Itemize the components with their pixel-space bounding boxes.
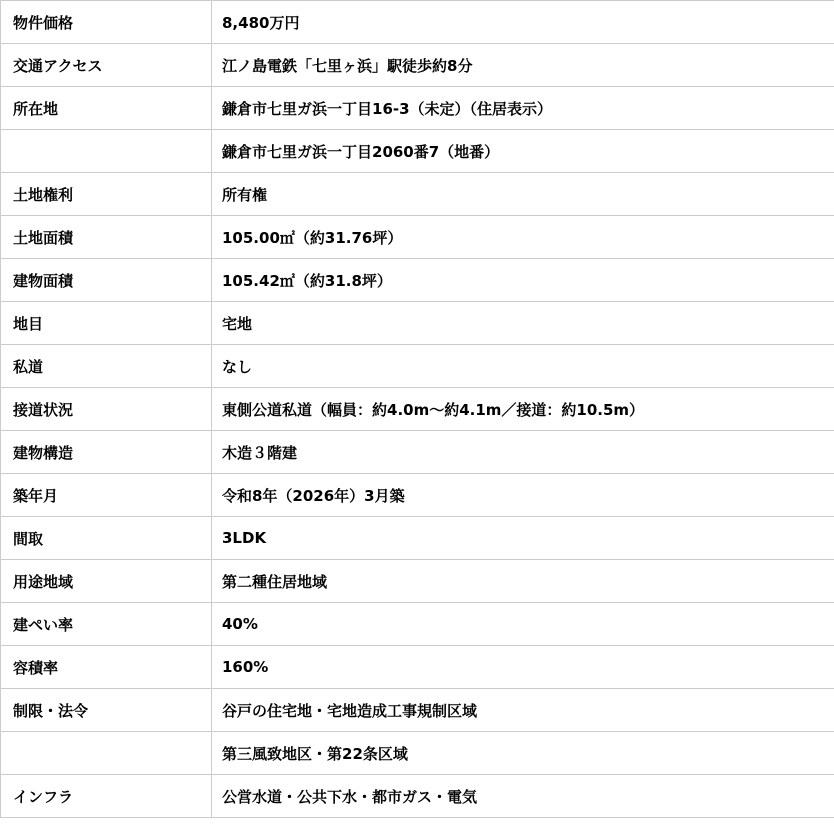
- row-value: 鎌倉市七里ガ浜一丁目2060番7（地番）: [212, 130, 834, 173]
- table-row: [1, 603, 834, 646]
- row-value: 江ノ島電鉄「七里ヶ浜」駅徒歩約8分: [212, 44, 834, 87]
- row-label: 築年月: [1, 474, 212, 517]
- row-label: 建物構造: [1, 431, 212, 474]
- row-label: 建ぺい率: [1, 603, 212, 646]
- property-spec-body: [1, 1, 834, 818]
- row-value: 3LDK: [212, 517, 834, 560]
- row-label: 接道状況: [1, 388, 212, 431]
- row-value: 令和8年（2026年）3月築: [212, 474, 834, 517]
- row-value: 第三風致地区・第22条区域: [212, 732, 834, 775]
- table-row: [1, 216, 834, 259]
- row-value: 40%: [212, 603, 834, 646]
- row-value: 公営水道・公共下水・都市ガス・電気: [212, 775, 834, 818]
- row-value: 105.42㎡（約31.8坪）: [212, 259, 834, 302]
- table-row: [1, 173, 834, 216]
- row-label: 交通アクセス: [1, 44, 212, 87]
- table-row: [1, 775, 834, 818]
- table-row: [1, 1, 834, 44]
- row-label: 土地権利: [1, 173, 212, 216]
- table-row: [1, 517, 834, 560]
- row-value: なし: [212, 345, 834, 388]
- row-label: 私道: [1, 345, 212, 388]
- table-row: [1, 689, 834, 732]
- row-value: 谷戸の住宅地・宅地造成工事規制区域: [212, 689, 834, 732]
- row-value: 木造３階建: [212, 431, 834, 474]
- row-value: 第二種住居地域: [212, 560, 834, 603]
- row-label: 物件価格: [1, 1, 212, 44]
- row-label: 地目: [1, 302, 212, 345]
- table-row: [1, 87, 834, 130]
- table-row: [1, 259, 834, 302]
- row-label: 制限・法令: [1, 689, 212, 732]
- row-value: 東側公道私道（幅員：約4.0m～約4.1m／接道：約10.5m）: [212, 388, 834, 431]
- row-label: 容積率: [1, 646, 212, 689]
- table-row: [1, 302, 834, 345]
- row-label: [1, 732, 212, 775]
- table-row: [1, 130, 834, 173]
- row-value: 鎌倉市七里ガ浜一丁目16-3（未定）（住居表示）: [212, 87, 834, 130]
- row-value: 160%: [212, 646, 834, 689]
- table-row: [1, 388, 834, 431]
- table-row: [1, 474, 834, 517]
- table-row: [1, 560, 834, 603]
- table-row: [1, 732, 834, 775]
- table-row: [1, 646, 834, 689]
- row-label: 土地面積: [1, 216, 212, 259]
- row-value: 105.00㎡（約31.76坪）: [212, 216, 834, 259]
- row-label: 用途地域: [1, 560, 212, 603]
- table-row: [1, 345, 834, 388]
- row-label: 建物面積: [1, 259, 212, 302]
- row-label: 所在地: [1, 87, 212, 130]
- row-label: 間取: [1, 517, 212, 560]
- table-row: [1, 431, 834, 474]
- row-value: 宅地: [212, 302, 834, 345]
- table-row: [1, 44, 834, 87]
- row-label: インフラ: [1, 775, 212, 818]
- row-value: 8,480万円: [212, 1, 834, 44]
- row-value: 所有権: [212, 173, 834, 216]
- row-label: [1, 130, 212, 173]
